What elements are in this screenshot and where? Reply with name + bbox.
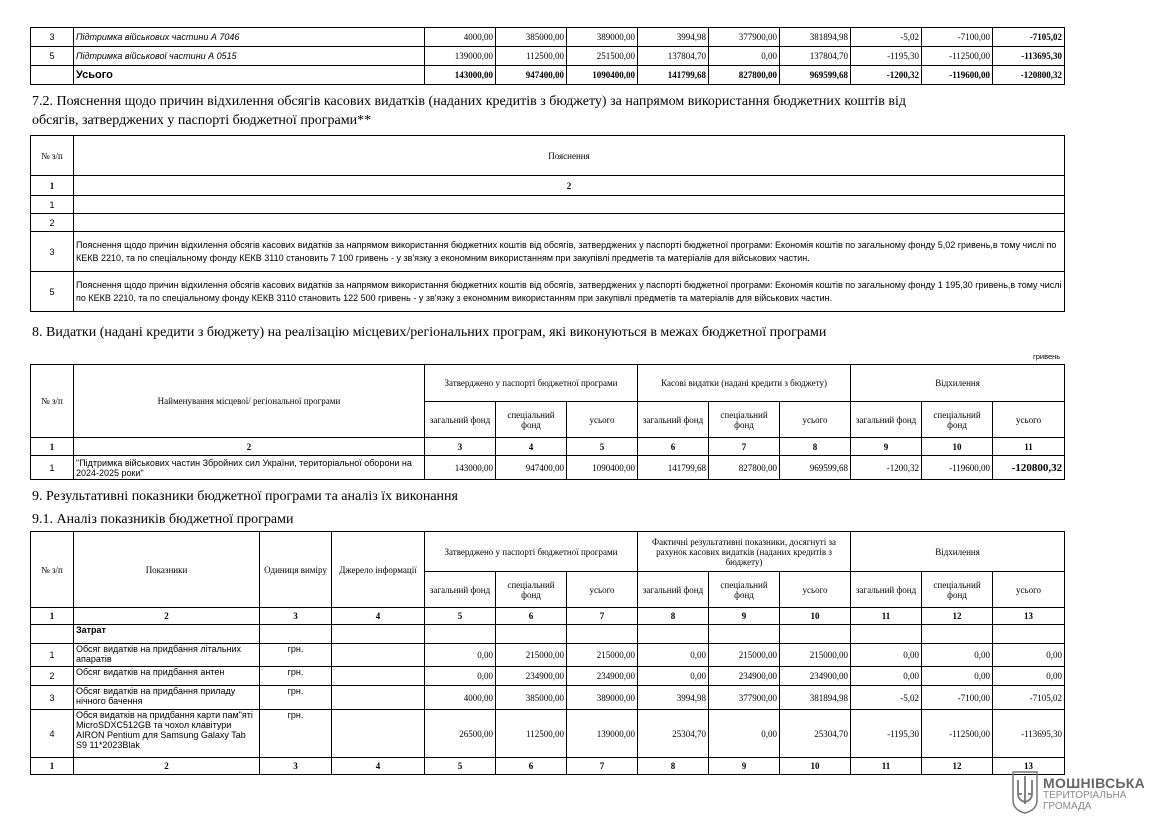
group-row: Затрат [31, 625, 1065, 644]
table-row: 2 Обсяг видатків на придбання антен грн. 0,00 234900,00 234900,00 0,00 234900,00 234900,00 0,00 0,00 0,00 [31, 667, 1065, 686]
trident-icon [1010, 770, 1040, 814]
table-row: 2 [31, 214, 1065, 232]
section-7-2-heading-line1: 7.2. Пояснення щодо причин відхилення обсягів касових видатків (наданих кредитів з бюджету) за напрямом використання бюджетних коштів від [32, 94, 906, 109]
table-subheader-row: загальний фонд спеціальний фонд усього загальний фонд спеціальний фонд усього загальний фонд спеціальний фонд усього [31, 402, 1065, 438]
table-row: 1 "Підтримка військових частин Збройних сил України, територіальної оборони на 2024-2025 роки" 143000,00 947400,00 1090400,00 141799,68 827800,00 969599,68 -1200,32 -119600,00 -120800,32 [31, 456, 1065, 480]
table-row: 4 Обся видатків на придбання карти пам"яті MicroSDXC512GB та чохол клавітури AIRON Pentium для Samsung Galaxy Tab S9 11*2023Blak грн. 26500,00 112500,00 139000,00 25304,70 0,00 25304,70 -1195,30 -112500,00 -113695,30 [31, 710, 1065, 758]
currency-unit-label: гривень [1033, 352, 1061, 361]
explanations-table [30, 135, 1065, 312]
column-number-row: 1 2 [31, 176, 1065, 196]
logo-subtitle-1: ТЕРИТОРІАЛЬНА [1043, 790, 1127, 801]
table-row: 3 Підтримка військових частини А 7046 4000,00 385000,00 389000,00 3994,98 377900,00 381894,98 -5,02 -7100,00 -7105,02 [31, 28, 1065, 47]
column-number-row: 1 2 3 4 5 6 7 8 9 10 11 12 13 [31, 758, 1065, 775]
section-8-heading: 8. Видатки (надані кредити з бюджету) на реалізацію місцевих/регіональних програм, які виконуються в межах бюджетної програми [32, 325, 827, 340]
table-row: 1 Обсяг видатків на придбання літальних апаратів грн. 0,00 215000,00 215000,00 0,00 215000,00 215000,00 0,00 0,00 0,00 [31, 644, 1065, 667]
expenditure-table-top [30, 27, 1065, 85]
logo-title: МОШНІВСЬКА [1043, 775, 1146, 791]
column-number-row: 1 2 3 4 5 6 7 8 9 10 11 12 13 [31, 608, 1065, 625]
total-row: Усього 143000,00 947400,00 1090400,00 141799,68 827800,00 969599,68 -1200,32 -119600,00 -120800,32 [31, 66, 1065, 85]
table-header-row: № з/п Пояснення [31, 136, 1065, 176]
table-row: 5 Пояснення щодо причин відхилення обсягів касових видатків за напрямом використання бюджетних коштів від обсягів, затверджених у паспорті бюджетної програми: Економія коштів по загальному фонду 1 195,30 гривень,в тому числі по КЕКВ 2210, та по спеціальному фонду КЕКВ 3110 становить 122 500 гривень - у зв'язку з економним використанням при закупівлі предметів та матеріалів для військових частин. [31, 272, 1065, 312]
section-7-2-heading-line2: обсягів, затверджених у паспорті бюджетної програми** [32, 113, 372, 128]
logo-subtitle-2: ГРОМАДА [1043, 801, 1092, 812]
regional-programs-table [30, 364, 1065, 480]
section-9-1-heading: 9.1. Аналіз показників бюджетної програми [32, 512, 294, 527]
section-9-heading: 9. Результативні показники бюджетної програми та аналіз їх виконання [32, 489, 458, 504]
community-logo [1010, 770, 1160, 820]
table-row: 5 Підтримка військової частини А 0515 139000,00 112500,00 251500,00 137804,70 0,00 137804,70 -1195,30 -112500,00 -113695,30 [31, 47, 1065, 66]
table-header-row: № з/п Найменування місцевої/ регіональної програми Затверджено у паспорті бюджетної програми Касові видатки (надані кредити з бюджету) Відхилення [31, 365, 1065, 402]
table-header-row: № з/п Показники Одиниця виміру Джерело інформації Затверджено у паспорті бюджетної програми Фактичні результативні показники, досягнуті за рахунок касових видатків (наданих кредитів з бюджету) Відхилення [31, 532, 1065, 572]
column-number-row: 1 2 3 4 5 6 7 8 9 10 11 [31, 438, 1065, 456]
table-subheader-row: загальний фонд спеціальний фонд усього загальний фонд спеціальний фонд усього загальний фонд спеціальний фонд усього [31, 572, 1065, 608]
performance-indicators-table [30, 531, 1065, 775]
table-row: 1 [31, 196, 1065, 214]
table-row: 3 Обсяг видатків на придбання приладу нічного бачення грн. 4000,00 385000,00 389000,00 3994,98 377900,00 381894,98 -5,02 -7100,00 -7105,02 [31, 686, 1065, 710]
table-row: 3 Пояснення щодо причин відхилення обсягів касових видатків за напрямом використання бюджетних коштів від обсягів, затверджених у паспорті бюджетної програми: Економія коштів по загальному фонду 5,02 гривень,в тому числі по КЕКВ 2210, та по спеціальному фонду КЕКВ 3110 становить 7 100 гривень - у зв'язку з економним використанням при закупівлі предметів та матеріалів для військових частин. [31, 232, 1065, 272]
